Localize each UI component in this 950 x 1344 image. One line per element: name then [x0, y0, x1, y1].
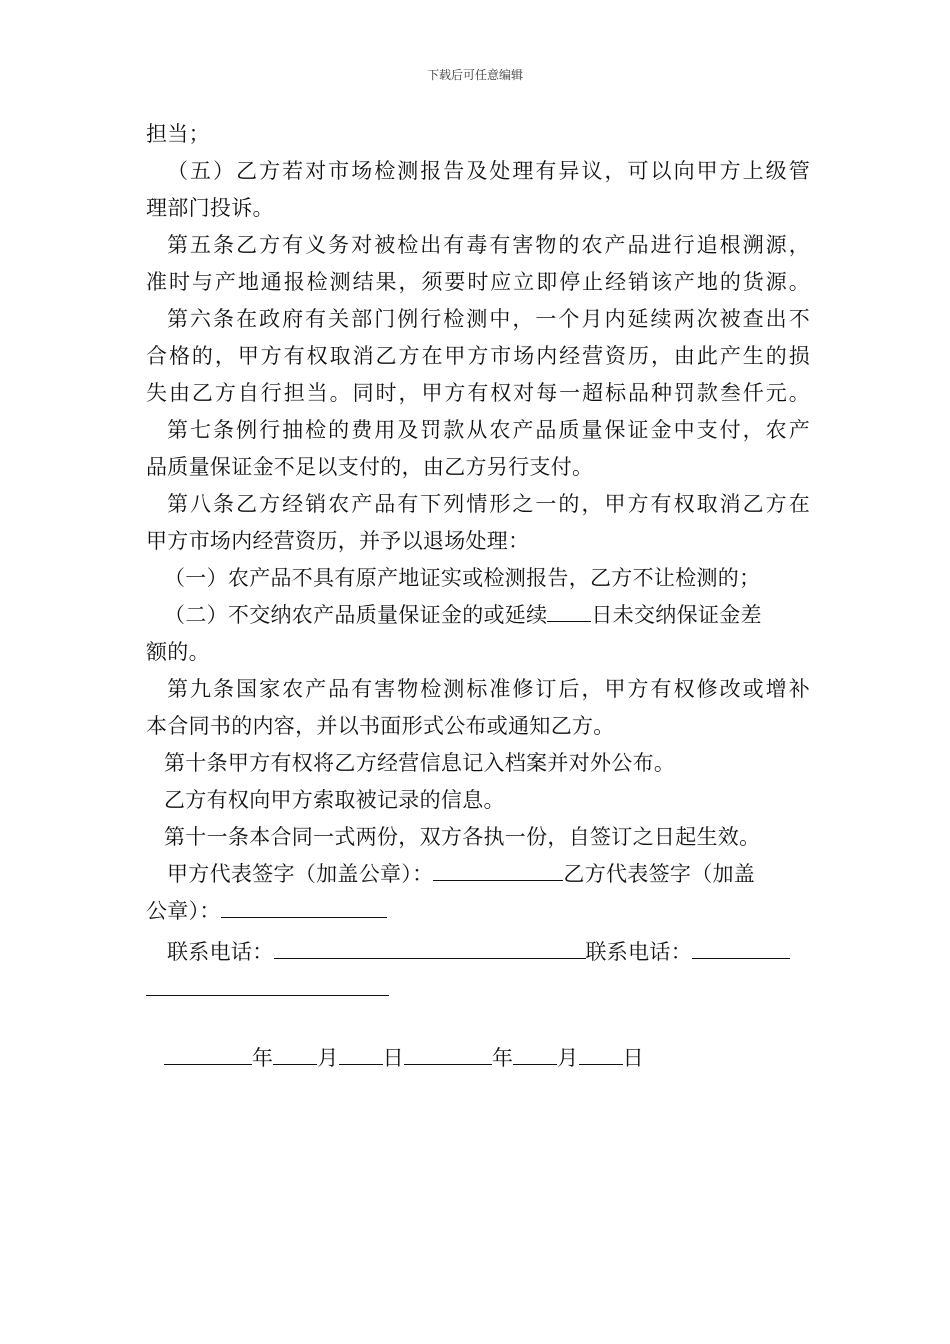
- party-b-year-blank[interactable]: [404, 1046, 492, 1065]
- paragraph-line: （一）农产品不具有原产地证实或检测报告，乙方不让检测的；: [164, 566, 761, 590]
- paragraph-line: [146, 597, 810, 634]
- paragraph-line: 甲方市场内经营资历，并予以退场处理：: [146, 529, 530, 553]
- days-blank[interactable]: [547, 603, 591, 622]
- paragraph-line: 第七条例行抽检的费用及罚款从农产品质量保证金中支付，农产: [167, 418, 810, 442]
- paragraph-line: 额的。: [146, 640, 210, 664]
- paragraph-line: 第十一条本合同一式两份，双方各执一份，自签订之日起生效。: [164, 825, 761, 849]
- paragraph-line: 第六条在政府有关部门例行检测中，一个月内延续两次被查出不: [167, 307, 810, 331]
- paragraph-line: （五）乙方若对市场检测报告及处理有异议，可以向甲方上级管: [167, 159, 810, 183]
- document-body: [146, 116, 810, 1077]
- signature-line: [146, 893, 810, 930]
- year-label: 年: [491, 1046, 514, 1070]
- party-a-day-blank[interactable]: [339, 1046, 383, 1065]
- paragraph-line: 第五条乙方有义务对被检出有毒有害物的农产品进行追根溯源，: [167, 233, 810, 257]
- paragraph-line: 失由乙方自行担当。同时，甲方有权对每一超标品种罚款叁仟元。: [146, 381, 810, 405]
- party-b-day-blank[interactable]: [579, 1046, 623, 1065]
- page-header: 下载后可任意编辑: [426, 68, 523, 82]
- month-label: 月: [317, 1046, 339, 1070]
- paragraph-line: 第十条甲方有权将乙方经营信息记入档案并对外公布。: [164, 751, 676, 775]
- party-b-month-blank[interactable]: [513, 1046, 557, 1065]
- paragraph-line: 品质量保证金不足以支付的，由乙方另行支付。: [146, 455, 594, 479]
- paragraph-line: 合格的，甲方有权取消乙方在甲方市场内经营资历，由此产生的损: [146, 344, 810, 368]
- phone-line-cont: [146, 971, 810, 1008]
- paragraph-line: 第八条乙方经销农产品有下列情形之一的，甲方有权取消乙方在: [167, 492, 810, 516]
- party-b-signature-label: 乙方代表签字（加盖: [563, 862, 756, 886]
- party-b-phone-blank[interactable]: [692, 940, 790, 959]
- phone-line: [146, 934, 810, 971]
- paragraph-line: 乙方有权向甲方索取被记录的信息。: [164, 788, 505, 812]
- clause-text: （二）不交纳农产品质量保证金的或延续: [164, 603, 548, 627]
- party-a-year-blank[interactable]: [164, 1046, 252, 1065]
- party-a-month-blank[interactable]: [273, 1046, 317, 1065]
- party-b-phone-blank-cont[interactable]: [146, 977, 389, 996]
- year-label: 年: [252, 1046, 274, 1070]
- party-b-phone-label: 联系电话：: [585, 940, 692, 964]
- month-label: 月: [557, 1046, 579, 1070]
- party-b-signature-label-cont: 公章）：: [146, 899, 221, 923]
- paragraph-line: 担当；: [146, 122, 210, 146]
- date-line: [146, 1040, 810, 1077]
- party-a-signature-blank[interactable]: [433, 862, 563, 881]
- clause-text: 日未交纳保证金差: [591, 603, 762, 627]
- party-b-signature-blank[interactable]: [221, 899, 387, 918]
- paragraph-line: 理部门投诉。: [146, 196, 274, 220]
- paragraph-line: 第九条国家农产品有害物检测标准修订后，甲方有权修改或增补: [167, 677, 810, 701]
- day-label: 日: [382, 1046, 404, 1070]
- signature-line: [146, 856, 810, 893]
- party-a-phone-label: 联系电话：: [167, 940, 274, 964]
- party-a-signature-label: 甲方代表签字（加盖公章）：: [167, 862, 434, 886]
- party-a-phone-blank[interactable]: [274, 940, 586, 959]
- paragraph-line: 本合同书的内容，并以书面形式公布或通知乙方。: [146, 714, 615, 738]
- day-label: 日: [622, 1046, 644, 1070]
- paragraph-line: 准时与产地通报检测结果，须要时应立即停止经销该产地的货源。: [146, 270, 810, 294]
